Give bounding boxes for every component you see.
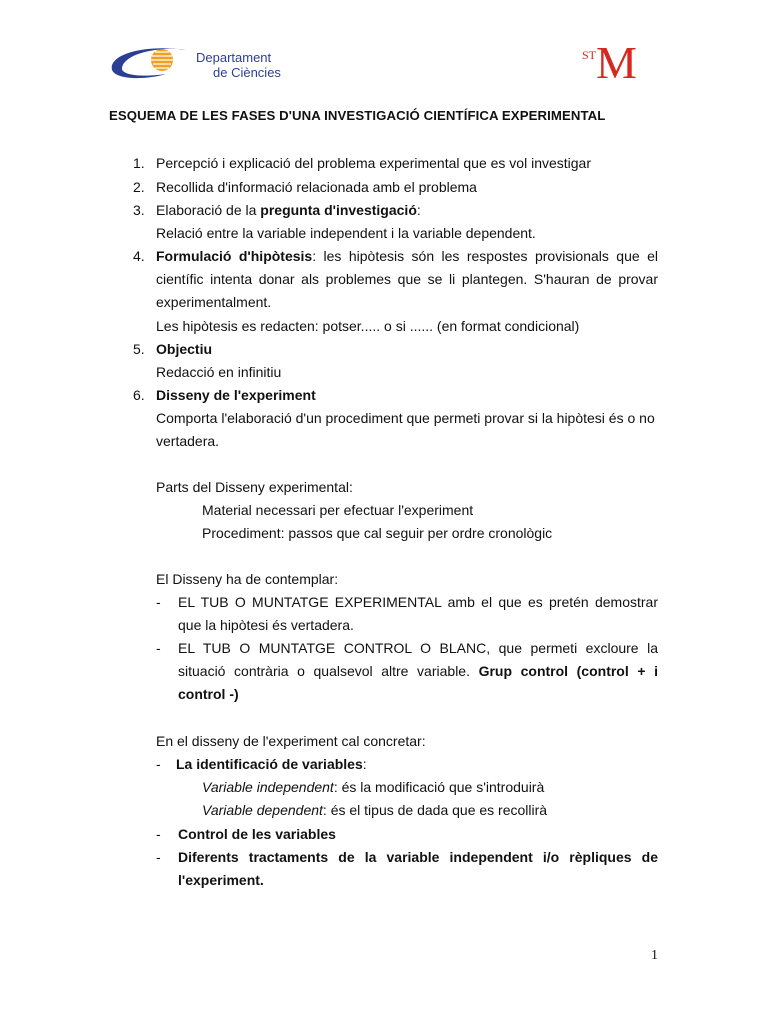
item-4-line-3: experimentalment. [156,294,272,310]
item-3-text-bold: pregunta d'investigació [260,202,417,218]
dash-b: - [156,640,161,656]
document-title: ESQUEMA DE LES FASES D'UNA INVESTIGACIÓ CIENTÍFICA EXPERIMENTAL [109,108,606,123]
parts-item-1: Material necessari per efectuar l'experiment [202,502,474,518]
parts-item-2: Procediment: passos que cal seguir per ordre cronològic [202,525,553,541]
item-5-detail: Redacció en infinitiu [156,364,282,380]
dash-c3: - [156,849,161,865]
page-number: 1 [651,948,658,963]
concretar-item-3-line-2: l'experiment. [178,872,264,888]
concretar-heading: En el disseny de l'experiment cal concretar: [156,733,426,749]
contemplar-b-bold: Grup control (control + i [478,663,658,679]
item-6-number: 6. [133,387,145,403]
item-4-line-1 [156,247,658,265]
item-2-text: Recollida d'informació relacionada amb el problema [156,179,477,195]
department-line-2: de Ciències [213,65,281,80]
item-6-detail-2: vertadera. [156,433,220,449]
parts-heading: Parts del Disseny experimental: [156,479,353,495]
stm-logo-superscript: ST [582,48,597,62]
department-logo [106,40,286,86]
item-4-line-2: científic intenta donar als problemes que se li plantegen. S'hauran de provar [156,271,658,287]
item-5-text: Objectiu [156,341,213,357]
variable-independent [202,778,544,796]
variable-dependent [202,801,547,819]
item-3-text-a: Elaboració de la [156,202,261,218]
item-4-text-bold: Formulació d'hipòtesis [156,248,313,264]
item-3-text [156,201,421,219]
contemplar-a-line-1: EL TUB O MUNTATGE EXPERIMENTAL amb el que es pretén demostrar [178,594,658,610]
dash-c2: - [156,826,161,842]
department-line-1: Departament [196,50,272,65]
department-name [196,50,281,80]
variable-independent-label: Variable independent [202,779,334,795]
concretar-item-1-bold: La identificació de variables [176,756,363,772]
contemplar-a-line-2: que la hipòtesi és vertadera. [178,617,354,633]
item-5-number: 5. [133,341,145,357]
item-2-number: 2. [133,179,145,195]
contemplar-b-text: situació contrària o qualsevol altre variable. [178,663,479,679]
item-3-number: 3. [133,202,145,218]
item-1-text: Percepció i explicació del problema experimental que es vol investigar [156,155,592,171]
concretar-item-1 [176,755,367,773]
concretar-item-1-colon: : [362,756,367,772]
item-4-line-4: Les hipòtesis es redacten: potser..... o si ...... (en format condicional) [156,318,580,334]
item-1-number: 1. [133,155,145,171]
item-3-text-c: : [416,202,421,218]
contemplar-b-line-1: EL TUB O MUNTATGE CONTROL O BLANC, que permeti excloure la [178,640,658,656]
concretar-item-2: Control de les variables [178,826,336,842]
item-3-detail: Relació entre la variable independent i la variable dependent. [156,225,536,241]
stm-logo-letter: M [596,37,637,88]
item-4-text-b: : les hipòtesis són les respostes provisionals que el [312,248,658,264]
dash-c1: - [156,756,161,772]
item-6-detail-1: Comporta l'elaboració d'un procediment que permeti provar si la hipòtesi és o no [156,410,655,426]
contemplar-b-line-3: control -) [178,686,239,702]
dash-a: - [156,594,161,610]
item-4-number: 4. [133,248,145,264]
concretar-item-3-line-1: Diferents tractaments de la variable independent i/o rèpliques de [178,849,658,865]
department-logo-icon [106,40,196,86]
contemplar-b-line-2 [178,662,658,680]
variable-dependent-label: Variable dependent [202,802,323,818]
item-6-text: Disseny de l'experiment [156,387,316,403]
variable-independent-desc: : és la modificació que s'introduirà [333,779,545,795]
variable-dependent-desc: : és el tipus de dada que es recollirà [322,802,548,818]
contemplar-heading: El Disseny ha de contemplar: [156,571,339,587]
stm-logo [582,37,654,88]
